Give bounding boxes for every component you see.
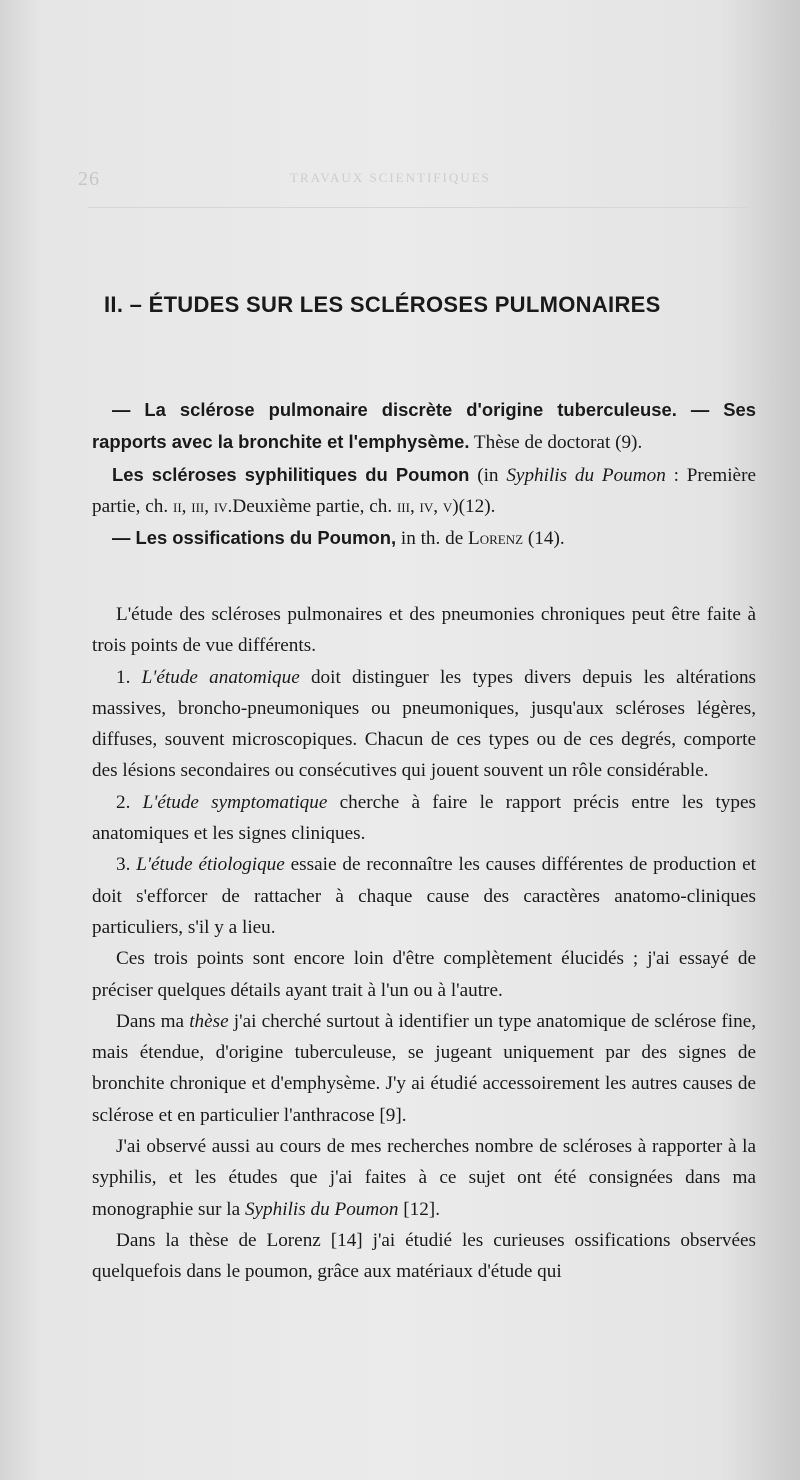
paragraph: [92, 787, 756, 850]
reference-detail: Thèse de doctorat (9).: [469, 432, 643, 454]
reference-book-title: Syphilis du Poumon: [506, 464, 666, 486]
reference-detail: .Deuxième partie, ch.: [227, 495, 397, 517]
chapter-numerals: iii, iv, v: [396, 495, 453, 517]
paragraph: L'étude des scléroses pulmonaires et des pneumonies chroniques peut être faite à trois points de vue différents.: [92, 604, 756, 657]
list-number: 2.: [116, 791, 143, 813]
paragraph-text: essaie de reconnaître les causes différentes de production et doit s'efforcer de rattacher à chaque cause des caractères anatomo-cliniques particuliers, s'il y a lieu.: [92, 854, 756, 938]
italic-term: L'étude symptomatique: [142, 791, 328, 813]
body-text: [92, 599, 756, 1288]
paragraph-text: doit distinguer les types divers depuis les altérations massives, broncho-pneumoniques ou pneumoniques, jusqu'aux scléroses légères, diffuses, souvent microscopiques. Chacun de ces types ou de ces degrés, comporte des lésions secondaires ou consécutives qui jouent souvent un rôle considérable.: [92, 666, 757, 782]
list-number: 1.: [116, 666, 142, 688]
paragraph: [92, 662, 756, 787]
paragraph-text: J'ai observé aussi au cours de mes recherches nombre de scléroses à rapporter à la syphilis, et les études que j'ai faites à ce sujet ont été consignées dans ma monographie sur la: [92, 1136, 756, 1220]
reference-list: [92, 394, 756, 554]
paragraph-text: Dans ma: [116, 1010, 190, 1032]
italic-term: Syphilis du Poumon: [244, 1198, 399, 1220]
reference-title: — Les ossifications du Poumon,: [112, 527, 397, 549]
paragraph-text: j'ai cherché surtout à identifier un type anatomique de sclérose fine, mais étendue, d'origine tuberculeuse, se jugeant uniquement par des signes de bronchite chronique et d'emphysème. J'y ai étudié accessoirement les autres causes de sclérose et en particulier l'anthracose [9].: [92, 1010, 757, 1126]
reference-entry-ossifications: [92, 522, 756, 554]
page-number: 26: [78, 168, 100, 190]
section-title: II. – ÉTUDES SUR LES SCLÉROSES PULMONAIRES: [104, 292, 661, 317]
reference-detail: in th. de: [396, 528, 469, 550]
reference-detail: (in: [469, 464, 507, 486]
reference-detail: )(12).: [452, 495, 496, 517]
header-rule: [88, 207, 748, 208]
author-name: Lorenz: [468, 528, 524, 550]
reference-title: Les scléroses syphilitiques du Poumon: [112, 463, 470, 485]
reference-title: — La sclérose pulmonaire discrète d'origine tuberculeuse. — Ses rapports avec la bronchite et l'emphysème.: [92, 399, 756, 453]
reference-detail: : Première partie, ch.: [92, 464, 756, 517]
chapter-numerals: ii, iii, iv: [172, 495, 228, 517]
italic-term: L'étude étiologique: [136, 854, 285, 876]
paragraph: [92, 849, 756, 943]
italic-term: thèse: [189, 1010, 229, 1032]
reference-entry-syphilis: [92, 459, 756, 523]
italic-term: L'étude anatomique: [141, 666, 300, 688]
paragraph: [92, 1131, 756, 1225]
paragraph: Dans la thèse de Lorenz [14] j'ai étudié les curieuses ossifications observées quelquefois dans le poumon, grâce aux matériaux d'étude qui: [92, 1229, 756, 1283]
reference-entry-thesis: [92, 394, 756, 459]
paragraph: Ces trois points sont encore loin d'être complètement élucidés ; j'ai essayé de préciser quelques détails ayant trait à l'un ou à l'autre.: [92, 948, 756, 1001]
reference-detail: (14).: [523, 528, 565, 550]
paragraph-text: cherche à faire le rapport précis entre les types anatomiques et les signes cliniques.: [92, 791, 756, 845]
list-number: 3.: [116, 854, 137, 876]
paragraph: [92, 1006, 756, 1131]
running-head: TRAVAUX SCIENTIFIQUES: [290, 170, 491, 185]
paragraph-text: [12].: [398, 1198, 440, 1220]
